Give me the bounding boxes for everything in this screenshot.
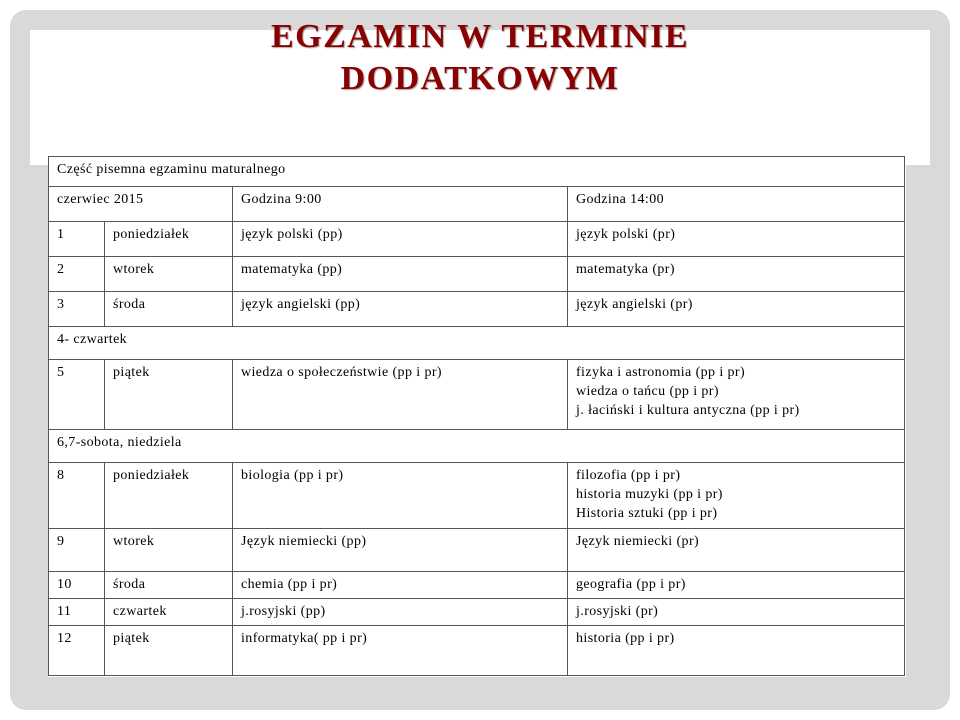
exam-subject: j.rosyjski (pr): [576, 604, 659, 619]
morning-exam-cell: [233, 360, 568, 430]
table-row: [49, 327, 905, 360]
morning-exam-cell: [233, 529, 568, 572]
exam-subject: język polski (pp): [241, 227, 343, 242]
afternoon-exam-cell: [568, 292, 905, 327]
table-header-row: [49, 157, 905, 187]
afternoon-exam-cell: [568, 626, 905, 676]
afternoon-exam-cell: [568, 529, 905, 572]
exam-subject: fizyka i astronomia (pp i pr): [576, 365, 746, 380]
exam-subject: język polski (pr): [576, 227, 676, 242]
morning-exam-cell: [233, 222, 568, 257]
weekday-cell: wtorek: [105, 257, 233, 292]
day-number-cell: 5: [49, 360, 105, 430]
table-row: [49, 626, 905, 676]
day-number-cell: 2: [49, 257, 105, 292]
exam-subject: historia (pp i pr): [576, 631, 675, 646]
exam-subject: wiedza o tańcu (pp i pr): [576, 384, 719, 399]
exam-subject: Język niemiecki (pr): [576, 534, 700, 549]
free-day-cell: 6,7-sobota, niedziela: [49, 430, 905, 463]
day-number-cell: 1: [49, 222, 105, 257]
exam-subject: matematyka (pp): [241, 262, 343, 277]
exam-subject: j. łaciński i kultura antyczna (pp i pr): [576, 403, 800, 418]
table-row: [49, 360, 905, 430]
exam-subject: biologia (pp i pr): [241, 468, 344, 483]
slide-title-line-1: EGZAMIN W TERMINIE: [270, 18, 690, 55]
morning-exam-cell: [233, 292, 568, 327]
morning-header-cell: Godzina 9:00: [233, 187, 568, 222]
afternoon-exam-cell: [568, 463, 905, 529]
free-day-cell: 4- czwartek: [49, 327, 905, 360]
afternoon-header-cell: Godzina 14:00: [568, 187, 905, 222]
afternoon-exam-cell: [568, 360, 905, 430]
day-number-cell: 3: [49, 292, 105, 327]
day-number-cell: 10: [49, 572, 105, 599]
weekday-cell: poniedziałek: [105, 463, 233, 529]
weekday-cell: piątek: [105, 360, 233, 430]
weekday-cell: środa: [105, 572, 233, 599]
exam-subject: Historia sztuki (pp i pr): [576, 506, 718, 521]
slide-title-line-2: DODATKOWYM: [340, 60, 620, 97]
day-number-cell: 12: [49, 626, 105, 676]
morning-exam-cell: [233, 463, 568, 529]
slide-title: [30, 16, 930, 100]
exam-subject: historia muzyki (pp i pr): [576, 487, 723, 502]
table-row: [49, 572, 905, 599]
exam-subject: geografia (pp i pr): [576, 577, 686, 592]
weekday-cell: wtorek: [105, 529, 233, 572]
afternoon-exam-cell: [568, 599, 905, 626]
table-subheader-row: [49, 187, 905, 222]
exam-subject: język angielski (pp): [241, 297, 361, 312]
table-header-cell: Część pisemna egzaminu maturalnego: [49, 157, 905, 187]
morning-exam-cell: [233, 572, 568, 599]
table-row: [49, 257, 905, 292]
day-number-cell: 8: [49, 463, 105, 529]
table-row: [49, 463, 905, 529]
afternoon-exam-cell: [568, 572, 905, 599]
afternoon-exam-cell: [568, 222, 905, 257]
exam-subject: informatyka( pp i pr): [241, 631, 368, 646]
morning-exam-cell: [233, 257, 568, 292]
exam-subject: chemia (pp i pr): [241, 577, 338, 592]
weekday-cell: piątek: [105, 626, 233, 676]
month-cell: czerwiec 2015: [49, 187, 233, 222]
exam-subject: Język niemiecki (pp): [241, 534, 367, 549]
morning-exam-cell: [233, 599, 568, 626]
day-number-cell: 11: [49, 599, 105, 626]
exam-schedule-table: [48, 156, 905, 676]
table-row: [49, 529, 905, 572]
exam-subject: język angielski (pr): [576, 297, 693, 312]
table-row: [49, 222, 905, 257]
exam-subject: wiedza o społeczeństwie (pp i pr): [241, 365, 442, 380]
exam-subject: matematyka (pr): [576, 262, 675, 277]
exam-schedule: [48, 156, 906, 677]
table-row: [49, 430, 905, 463]
day-number-cell: 9: [49, 529, 105, 572]
table-row: [49, 599, 905, 626]
morning-exam-cell: [233, 626, 568, 676]
weekday-cell: poniedziałek: [105, 222, 233, 257]
exam-subject: filozofia (pp i pr): [576, 468, 681, 483]
weekday-cell: środa: [105, 292, 233, 327]
weekday-cell: czwartek: [105, 599, 233, 626]
afternoon-exam-cell: [568, 257, 905, 292]
exam-subject: j.rosyjski (pp): [241, 604, 326, 619]
table-row: [49, 292, 905, 327]
